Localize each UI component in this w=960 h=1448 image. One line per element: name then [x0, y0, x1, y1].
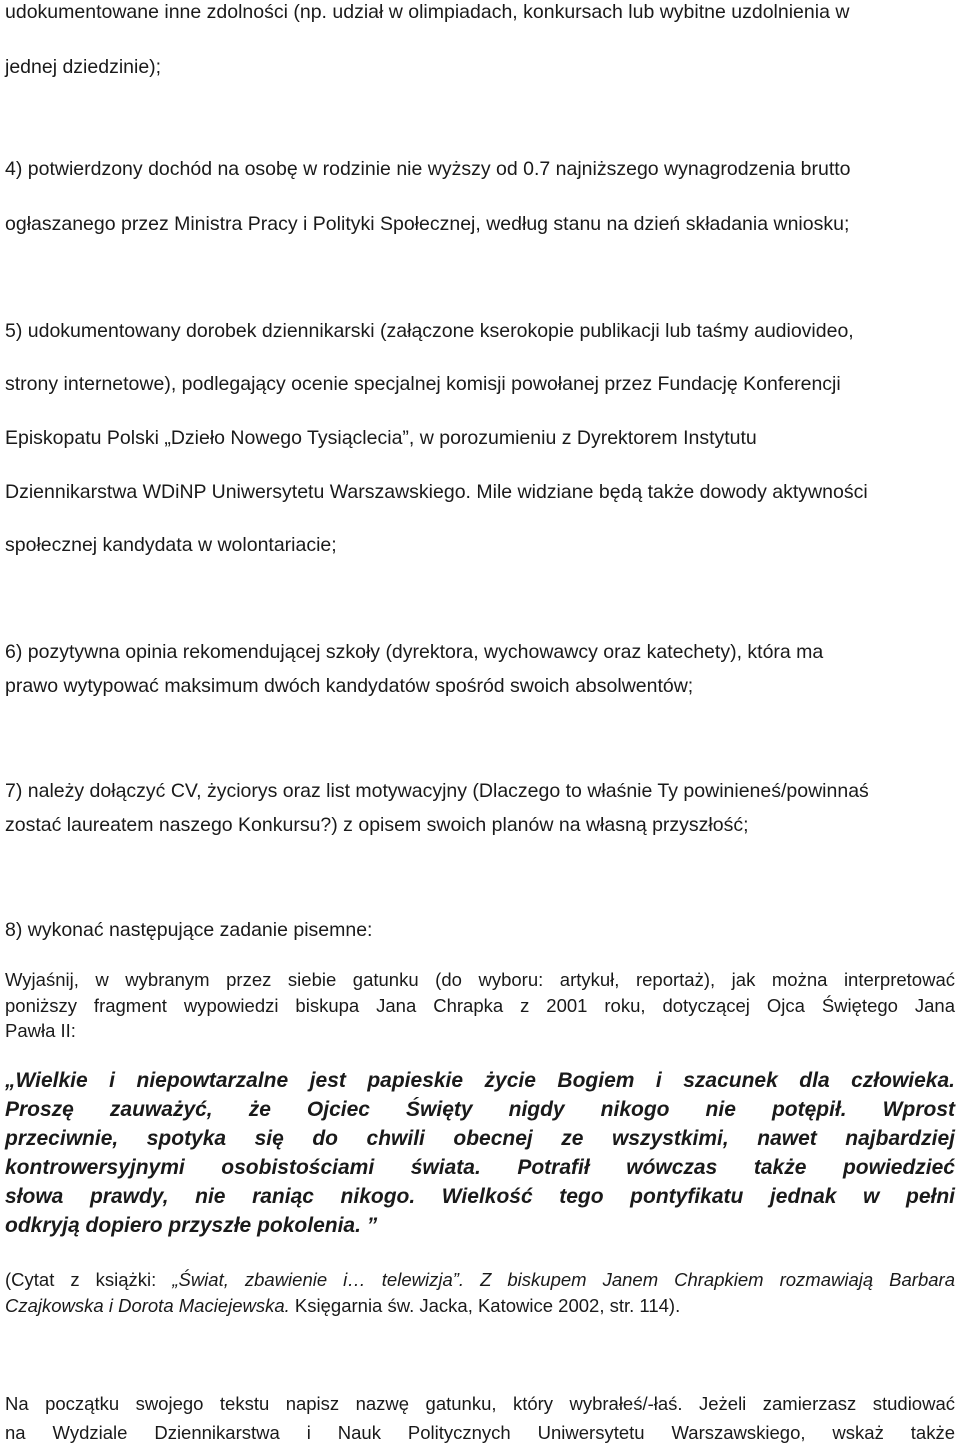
list-item-8-line: 8) wykonać następujące zadanie pisemne: — [5, 919, 373, 941]
quote-line: „Wielkie i niepowtarzalne jest papieskie życie Bogiem i szacunek dla człowieka. — [5, 1069, 955, 1092]
citation-line — [5, 1268, 955, 1292]
citation-title: „Świat, zbawienie i… telewizja”. Z biskupem Janem Chrapkiem rozmawiają Barbara — [172, 1269, 955, 1290]
list-item-7-line: 7) należy dołączyć CV, życiorys oraz list motywacyjny (Dlaczego to właśnie Ty powinieneś/powinnaś — [5, 780, 869, 802]
instruction-line: Na początku swojego tekstu napisz nazwę gatunku, który wybrałeś/-łaś. Jeżeli zamierzasz studiować — [5, 1393, 955, 1414]
list-item-5-line: Episkopatu Polski „Dzieło Nowego Tysiąclecia”, w porozumieniu z Dyrektorem Instytutu — [5, 427, 757, 449]
paragraph-line: udokumentowane inne zdolności (np. udział w olimpiadach, konkursach lub wybitne uzdolnienia w — [5, 1, 850, 23]
list-item-7-line: zostać laureatem naszego Konkursu?) z opisem swoich planów na własną przyszłość; — [5, 814, 749, 836]
citation-prefix: (Cytat z książki: — [5, 1269, 173, 1290]
list-item-5-line: 5) udokumentowany dorobek dziennikarski (załączone kserokopie publikacji lub taśmy audiovideo, — [5, 320, 854, 342]
paragraph-line: jednej dziedzinie); — [5, 56, 162, 78]
quote-line: kontrowersyjnymi osobistościami świata. Potrafił wówczas także powiedzieć — [5, 1156, 955, 1179]
list-item-4-line: 4) potwierdzony dochód na osobę w rodzinie nie wyższy od 0.7 najniższego wynagrodzenia brutto — [5, 158, 851, 180]
quote-line: przeciwnie, spotyka się do chwili obecnej ze wszystkimi, nawet najbardziej — [5, 1127, 955, 1150]
citation-publisher: Księgarnia św. Jacka, Katowice 2002, str. 114). — [289, 1295, 681, 1316]
citation-authors: Czajkowska i Dorota Maciejewska. — [5, 1295, 290, 1316]
quote-line: odkryją dopiero przyszłe pokolenia. ” — [5, 1214, 378, 1237]
citation-line — [5, 1294, 680, 1318]
list-item-5-line: Dziennikarstwa WDiNP Uniwersytetu Warszawskiego. Mile widziane będą także dowody aktywności — [5, 481, 868, 503]
list-item-5-line: społecznej kandydata w wolontariacie; — [5, 534, 337, 556]
instruction-line: na Wydziale Dziennikarstwa i Nauk Politycznych Uniwersytetu Warszawskiego, wskaż także — [5, 1422, 955, 1443]
task-line: Wyjaśnij, w wybranym przez siebie gatunku (do wyboru: artykuł, reportaż), jak można interpretować — [5, 969, 955, 990]
list-item-4-line: ogłaszanego przez Ministra Pracy i Polityki Społecznej, według stanu na dzień składania wniosku; — [5, 213, 850, 235]
quote-line: słowa prawdy, nie raniąc nikogo. Wielkość tego pontyfikatu jednak w pełni — [5, 1185, 955, 1208]
quote-line: Proszę zauważyć, że Ojciec Święty nigdy nikogo nie potępił. Wprost — [5, 1098, 955, 1121]
task-line: poniższy fragment wypowiedzi biskupa Jana Chrapka z 2001 roku, dotyczącej Ojca Świętego Jana — [5, 995, 955, 1016]
list-item-6-line: prawo wytypować maksimum dwóch kandydatów spośród swoich absolwentów; — [5, 675, 694, 697]
list-item-6-line: 6) pozytywna opinia rekomendującej szkoły (dyrektora, wychowawcy oraz katechety), która ma — [5, 641, 824, 663]
task-line: Pawła II: — [5, 1020, 76, 1041]
list-item-5-line: strony internetowe), podlegający ocenie specjalnej komisji powołanej przez Fundację Konferencji — [5, 373, 841, 395]
